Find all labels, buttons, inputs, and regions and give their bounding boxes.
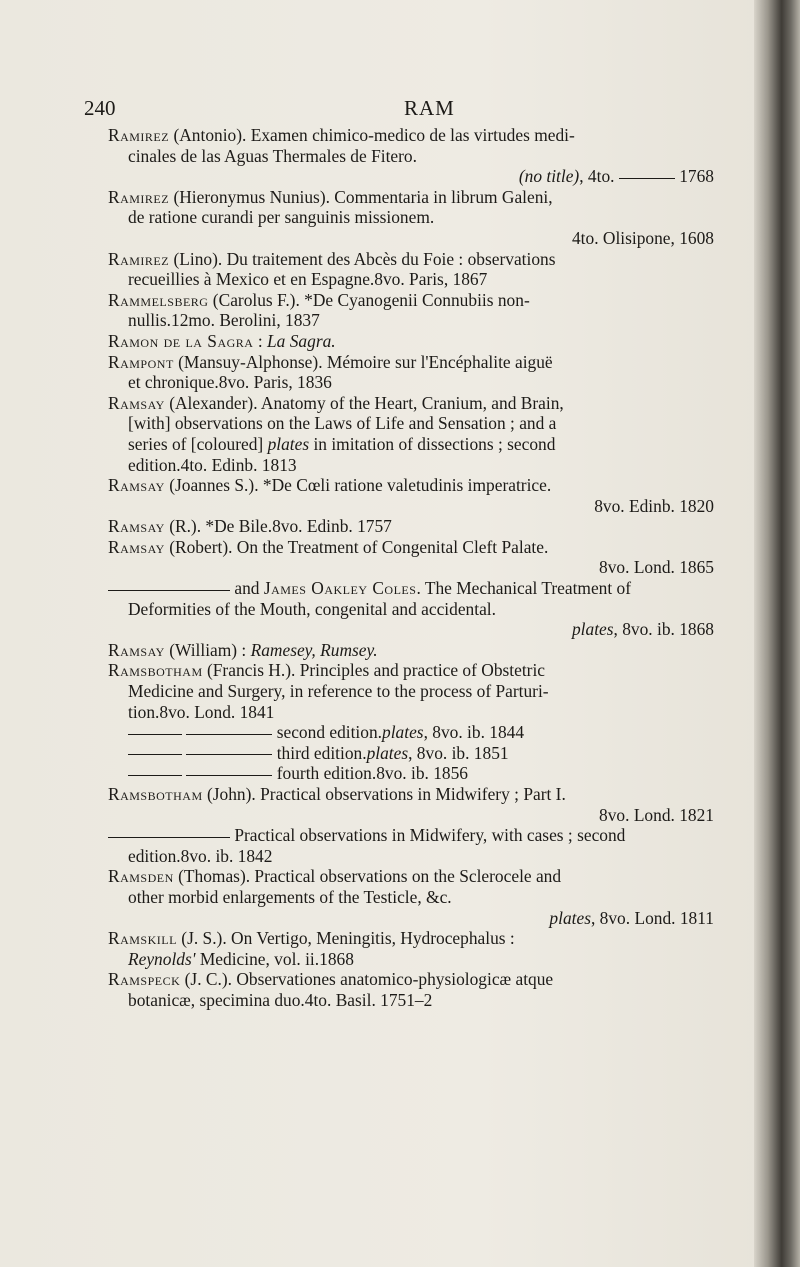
entry-title-text: other morbid enlargements of the Testicle, &c. [128,886,452,907]
bibliography-entry [108,660,716,722]
imprint-text: 4to. Olisipone, 1608 [571,227,714,248]
entry-title-text: tion. [128,701,160,722]
bibliography-entry [108,784,716,825]
entry-author: Ramsbotham [108,660,203,681]
entry-line [108,599,716,620]
entry-imprint-line [108,557,716,578]
entry-title-text: : [253,330,268,351]
entry-title-text: recueillies à Mexico et en Espagne. [128,269,375,290]
entry-text [128,207,434,227]
entry-line [108,207,716,228]
entry-text [108,928,515,948]
entry-line [108,640,716,661]
entry-text [108,187,553,207]
bibliography-entry [108,722,716,743]
entry-line [108,969,716,990]
imprint-text: , 8vo. ib. 1844 [423,722,525,743]
entry-text [108,393,564,413]
imprint-text: , 8vo. Lond. 1811 [590,907,714,928]
entry-line [108,475,716,496]
entry-title-text: botanicæ, specimina duo. [128,989,305,1010]
bibliography-entry [108,866,716,928]
imprint-text: 4to. Edinb. 1813 [180,454,297,475]
entry-title-text: (Thomas). Practical observations on the Sclerocele and [173,866,562,887]
imprint-plates: plates [366,742,409,763]
entry-title-text: (J. S.). On Vertigo, Meningitis, Hydrocephalus : [176,928,515,949]
entry-line [108,290,716,311]
entry-author: Ramirez [108,186,170,207]
entry-title-text: (Alexander). Anatomy of the Heart, Cranium, and Brain, [164,392,564,413]
running-title: RAM [404,96,455,120]
bibliography-entries [108,125,716,1011]
entry-text [128,990,305,1010]
entry-author: Ramirez [108,248,170,269]
entry-text [108,249,556,269]
entry-text [128,310,171,330]
imprint-text: 8vo. Edinb. 1757 [272,516,392,537]
entry-author: Ramsay [108,475,165,496]
entry-line [108,516,716,537]
entry-title-text: (Joannes S.). *De Cœli ratione valetudinis imperatrice. [164,475,552,496]
imprint-text: 8vo. Edinb. 1820 [594,495,714,516]
entry-author: Ramsay [108,536,165,557]
bibliography-entry [108,290,716,331]
ditto-dash [108,837,230,838]
entry-author: Ramsay [108,639,165,660]
imprint-text: 8vo. Lond. 1841 [159,701,275,722]
imprint-plates: plates [382,722,424,743]
entry-title-text: Deformities of the Mouth, congenital and accidental. [128,598,496,619]
entry-text [108,866,561,886]
imprint-text: 1868 [319,948,354,969]
entry-text [108,640,378,660]
entry-title-text: (Antonio). Examen chimico-medico de las virtudes medi- [169,125,575,145]
entry-line [108,825,716,846]
imprint-text: , 8vo. ib. 1868 [613,619,714,640]
imprint-text: 8vo. Lond. 1865 [599,557,714,578]
book-binding-edge [754,0,800,1267]
entry-line [108,537,716,558]
entry-imprint-line [108,805,716,826]
entry-line [108,352,716,373]
ditto-dash [186,775,272,776]
entry-line [108,146,716,167]
entry-line [108,990,716,1011]
ditto-dash [186,734,272,735]
entry-title-text: second edition. [276,722,383,743]
entry-author: Ramirez [108,125,170,145]
entry-title-text: (Carolus F.). *De Cyanogenii Connubiis non- [208,289,530,310]
entry-line [108,310,716,331]
entry-imprint [382,722,524,742]
entry-imprint [219,372,332,392]
entry-text [128,372,219,392]
entry-imprint [272,516,392,536]
entry-line [108,125,716,146]
entry-text [128,949,319,969]
ditto-dash [128,754,182,755]
ditto-dash [108,590,230,591]
imprint-text: 8vo. ib. 1842 [180,845,273,866]
entry-line [108,331,716,352]
entry-imprint [171,310,320,330]
imprint-year: 1768 [679,166,714,187]
imprint-text: 8vo. ib. 1856 [376,763,469,784]
bibliography-entry [108,352,716,393]
entry-title-text: fourth edition. [276,763,377,784]
bibliography-entry [108,187,716,249]
entry-title-text: cinales de las Aguas Thermales de Fitero. [128,145,417,166]
entry-imprint [374,269,487,289]
entry-line [108,763,716,784]
imprint-text: 4to. Basil. 1751–2 [304,989,433,1010]
entry-text [128,681,549,701]
entry-title-text: (Robert). On the Treatment of Congenital Cleft Palate. [164,536,549,557]
entry-imprint-line [108,166,716,187]
entry-text [108,660,545,680]
entry-text [108,784,566,804]
entry-title-text: [with] observations on the Laws of Life and Sensation ; and a [128,413,557,434]
entry-author: Ramsden [108,866,174,887]
imprint-text: 8vo. Paris, 1867 [374,269,488,290]
entry-text [128,413,556,433]
entry-line [108,866,716,887]
entry-title-text: (William) : [164,639,251,660]
entry-imprint-line [108,908,716,929]
entry-imprint-line [108,228,716,249]
entry-line [108,928,716,949]
entry-author: Rampont [108,351,174,372]
entry-imprint [319,949,354,969]
entry-line [108,455,716,476]
entry-line [108,269,716,290]
entry-line [108,949,716,970]
entry-italic-text: Ramesey, Rumsey. [250,639,378,660]
entry-text [128,743,367,763]
entry-title-text: (John). Practical observations in Midwifery ; Part I. [202,784,566,804]
entry-title-text: (Francis H.). Principles and practice of Obstetric [202,660,546,681]
entry-text [108,125,575,145]
entry-title-text: (R.). *De Bile. [164,516,273,537]
entry-line [108,784,716,805]
entry-text [108,969,553,989]
entry-title-text: (Lino). Du traitement des Abcès du Foie : observations [169,248,556,269]
entry-author: Ramspeck [108,969,181,990]
ditto-dash [186,754,272,755]
bibliography-entry [108,537,716,578]
entry-title-text: and [230,578,264,599]
entry-line [108,372,716,393]
bibliography-entry [108,475,716,516]
entry-title-text: (J. C.). Observationes anatomico-physiologicæ atque [180,969,554,990]
entry-imprint [159,702,274,722]
entry-text [128,434,555,454]
entry-title-text: Medicine and Surgery, in reference to the process of Parturi- [128,681,549,702]
bibliography-entry [108,763,716,784]
entry-line [108,434,716,455]
entry-text [108,578,631,598]
entry-author: Rammelsberg [108,289,209,310]
entry-title-text: (Mansuy-Alphonse). Mémoire sur l'Encéphalite aiguë [173,351,553,372]
entry-text [128,722,382,742]
bibliography-entry [108,825,716,866]
entry-coauthor: James Oakley Coles [263,578,417,599]
entry-line [108,413,716,434]
bibliography-entry [108,578,716,640]
entry-italic-text: Reynolds' [128,948,196,969]
entry-text [128,887,452,907]
entry-text [128,702,159,722]
bibliography-entry [108,125,716,187]
bibliography-entry [108,516,716,537]
entry-imprint-line [108,496,716,517]
entry-line [108,702,716,723]
entry-title-text: edition. [128,845,181,866]
bibliography-entry [108,331,716,352]
entry-title-text: Practical observations in Midwifery, with cases ; second [230,825,626,846]
entry-text [128,846,181,866]
entry-line [108,187,716,208]
entry-text [108,825,625,845]
imprint-text: , 4to. [579,166,615,187]
imprint-text: 12mo. Berolini, 1837 [171,310,320,331]
entry-title-text: third edition. [276,742,367,763]
entry-title-text: Medicine, vol. ii. [195,948,320,969]
entry-title-text: in imitation of dissections ; second [309,433,556,454]
entry-imprint-line [108,619,716,640]
bibliography-entry [108,249,716,290]
entry-line [108,578,716,599]
entry-title-text: de ratione curandi per sanguinis missionem. [128,207,435,228]
entry-imprint [376,763,468,783]
entry-title-text: nullis. [128,310,172,331]
ditto-dash [128,734,182,735]
entry-text [108,290,530,310]
bibliography-entry [108,743,716,764]
entry-italic-text: La Sagra. [267,330,336,351]
entry-text [128,763,376,783]
bibliography-entry [108,969,716,1010]
imprint-text: 8vo. Lond. 1821 [599,804,714,825]
bibliography-entry [108,393,716,475]
entry-text [128,455,181,475]
imprint-text: , 8vo. ib. 1851 [408,742,509,763]
entry-line [108,660,716,681]
entry-title-text: series of [coloured] [128,433,268,454]
entry-line [108,722,716,743]
imprint-italic: plates [571,619,614,640]
entry-title-text: edition. [128,454,181,475]
entry-line [108,681,716,702]
imprint-italic: plates [549,907,591,928]
entry-imprint [181,846,273,866]
entry-text [108,516,272,536]
ditto-dash [619,178,675,179]
entry-author: Ramon de la Sagra [108,330,254,351]
entry-imprint [305,990,433,1010]
entry-line [108,743,716,764]
entry-text [108,331,336,351]
entry-title-text: . The Mechanical Treatment of [416,578,632,599]
bibliography-entry [108,640,716,661]
entry-imprint [181,455,297,475]
imprint-text: 8vo. Paris, 1836 [218,372,332,393]
entry-author: Ramskill [108,928,177,949]
entry-line [108,846,716,867]
entry-imprint [367,743,509,763]
entry-line [108,887,716,908]
imprint-italic: (no title) [518,166,580,187]
entry-line [108,249,716,270]
entry-author: Ramsay [108,516,165,537]
page-number: 240 [84,96,116,120]
entry-text [108,475,551,495]
entry-text [128,269,374,289]
entry-text [108,537,548,557]
entry-italic-text: plates [267,433,310,454]
entry-title-text: et chronique. [128,372,219,393]
entry-text [108,352,553,372]
page-header [72,96,720,124]
bibliography-entry [108,928,716,969]
ditto-dash [128,775,182,776]
entry-author: Ramsbotham [108,784,203,804]
entry-line [108,393,716,414]
entry-title-text: (Hieronymus Nunius). Commentaria in librum Galeni, [169,186,553,207]
entry-text [128,146,417,166]
entry-text [128,599,496,619]
entry-author: Ramsay [108,392,165,413]
